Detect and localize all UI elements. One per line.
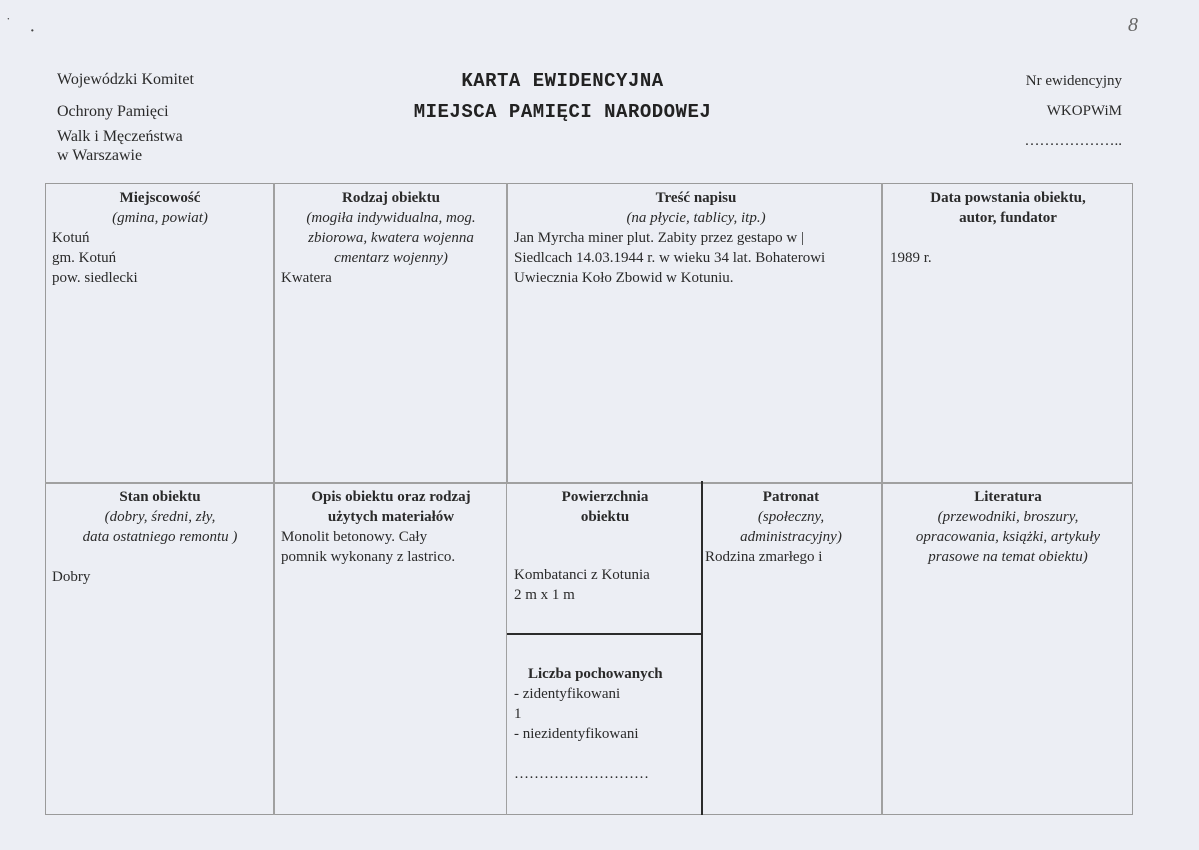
column-divider: [273, 183, 275, 815]
field-title: Powierzchnia: [561, 489, 649, 505]
cell-miejscowosc: [52, 188, 268, 288]
field-value: 2 m x 1 m: [514, 587, 575, 603]
field-title: Treść napisu: [655, 190, 737, 206]
field-hint: opracowania, książki, artykuły: [915, 529, 1101, 545]
field-value: Kwatera: [281, 270, 332, 286]
field-value: Uwiecznia Koło Zbowid w Kotuniu.: [514, 270, 734, 286]
org-line: Walk i Męczeństwa: [57, 128, 183, 145]
page-number: 8: [1128, 14, 1138, 36]
field-value: 1: [514, 706, 522, 722]
cell-opis-obiektu: [281, 487, 501, 567]
cell-rodzaj-obiektu: [281, 188, 501, 288]
issuing-organization: [57, 70, 194, 165]
field-title: Opis obiektu oraz rodzaj: [311, 489, 471, 505]
column-divider: [701, 481, 703, 815]
cell-tresc-napisu: [514, 188, 878, 288]
document-title: [300, 66, 825, 128]
field-value: gm. Kotuń: [52, 250, 117, 266]
field-hint: data ostatniego remontu ): [82, 529, 238, 545]
field-dots: ………………………: [514, 766, 649, 782]
field-hint: (gmina, powiat): [112, 210, 208, 226]
field-title: Rodzaj obiektu: [342, 190, 440, 206]
field-title: obiektu: [580, 509, 630, 525]
field-title: Literatura: [974, 489, 1042, 505]
cell-liczba-pochowanych: [514, 664, 696, 784]
cell-literatura: [890, 487, 1126, 567]
cell-powierzchnia: [514, 487, 696, 605]
field-hint: (mogiła indywidualna, mog.: [306, 210, 476, 226]
field-title: użytych materiałów: [327, 509, 455, 525]
field-value: Rodzina zmarłego i: [705, 549, 823, 565]
column-divider: [881, 183, 883, 815]
cell-divider: [507, 633, 701, 635]
field-hint: (społeczny,: [757, 509, 825, 525]
field-value: Kombatanci z Kotunia: [514, 567, 650, 583]
title-line: KARTA EWIDENCYJNA: [461, 70, 664, 92]
cell-stan-obiektu: [52, 487, 268, 587]
field-hint: prasowe na temat obiektu): [928, 549, 1088, 565]
field-hint: (dobry, średni, zły,: [104, 509, 216, 525]
cell-patronat: [705, 487, 877, 567]
field-title: Miejscowość: [119, 190, 201, 206]
field-value: Kotuń: [52, 230, 90, 246]
field-value: pow. siedlecki: [52, 270, 138, 286]
scan-artifact: ˙: [6, 16, 11, 31]
field-title: Stan obiektu: [119, 489, 201, 505]
field-value: Jan Myrcha miner plut. Zabity przez gestapo w |: [514, 230, 804, 246]
field-hint: cmentarz wojenny): [334, 250, 448, 266]
reg-label: Nr ewidencyjny: [1025, 73, 1122, 89]
scan-artifact: ·: [30, 24, 35, 39]
column-divider: [506, 183, 508, 483]
column-divider: [506, 483, 507, 815]
field-hint: zbiorowa, kwatera wojenna: [308, 230, 474, 246]
field-hint: (przewodniki, broszury,: [937, 509, 1079, 525]
org-line: Wojewódzki Komitet: [57, 71, 194, 88]
field-value: Monolit betonowy. Cały: [281, 529, 428, 545]
registration-number: [980, 72, 1122, 151]
title-line: MIEJSCA PAMIĘCI NARODOWEJ: [413, 101, 712, 123]
field-value: Dobry: [52, 569, 91, 585]
field-value: 1989 r.: [890, 250, 932, 266]
field-title: Data powstania obiektu,: [930, 190, 1086, 206]
org-line: w Warszawie: [57, 147, 143, 164]
org-line: Ochrony Pamięci: [57, 103, 169, 120]
field-title: Liczba pochowanych: [528, 666, 663, 682]
row-divider: [45, 482, 1133, 484]
field-value: - niezidentyfikowani: [514, 726, 639, 742]
field-title: Patronat: [762, 489, 820, 505]
field-value: pomnik wykonany z lastrico.: [281, 549, 456, 565]
reg-value: ………………..: [1024, 133, 1122, 149]
field-hint: (na płycie, tablicy, itp.): [626, 210, 766, 226]
reg-org: WKOPWiM: [1046, 103, 1122, 119]
field-value: - zidentyfikowani: [514, 686, 621, 702]
field-title: autor, fundator: [959, 210, 1057, 226]
field-hint: administracyjny): [740, 529, 842, 545]
field-value: Siedlcach 14.03.1944 r. w wieku 34 lat. Bohaterowi: [514, 250, 826, 266]
cell-data-powstania: [890, 188, 1126, 268]
